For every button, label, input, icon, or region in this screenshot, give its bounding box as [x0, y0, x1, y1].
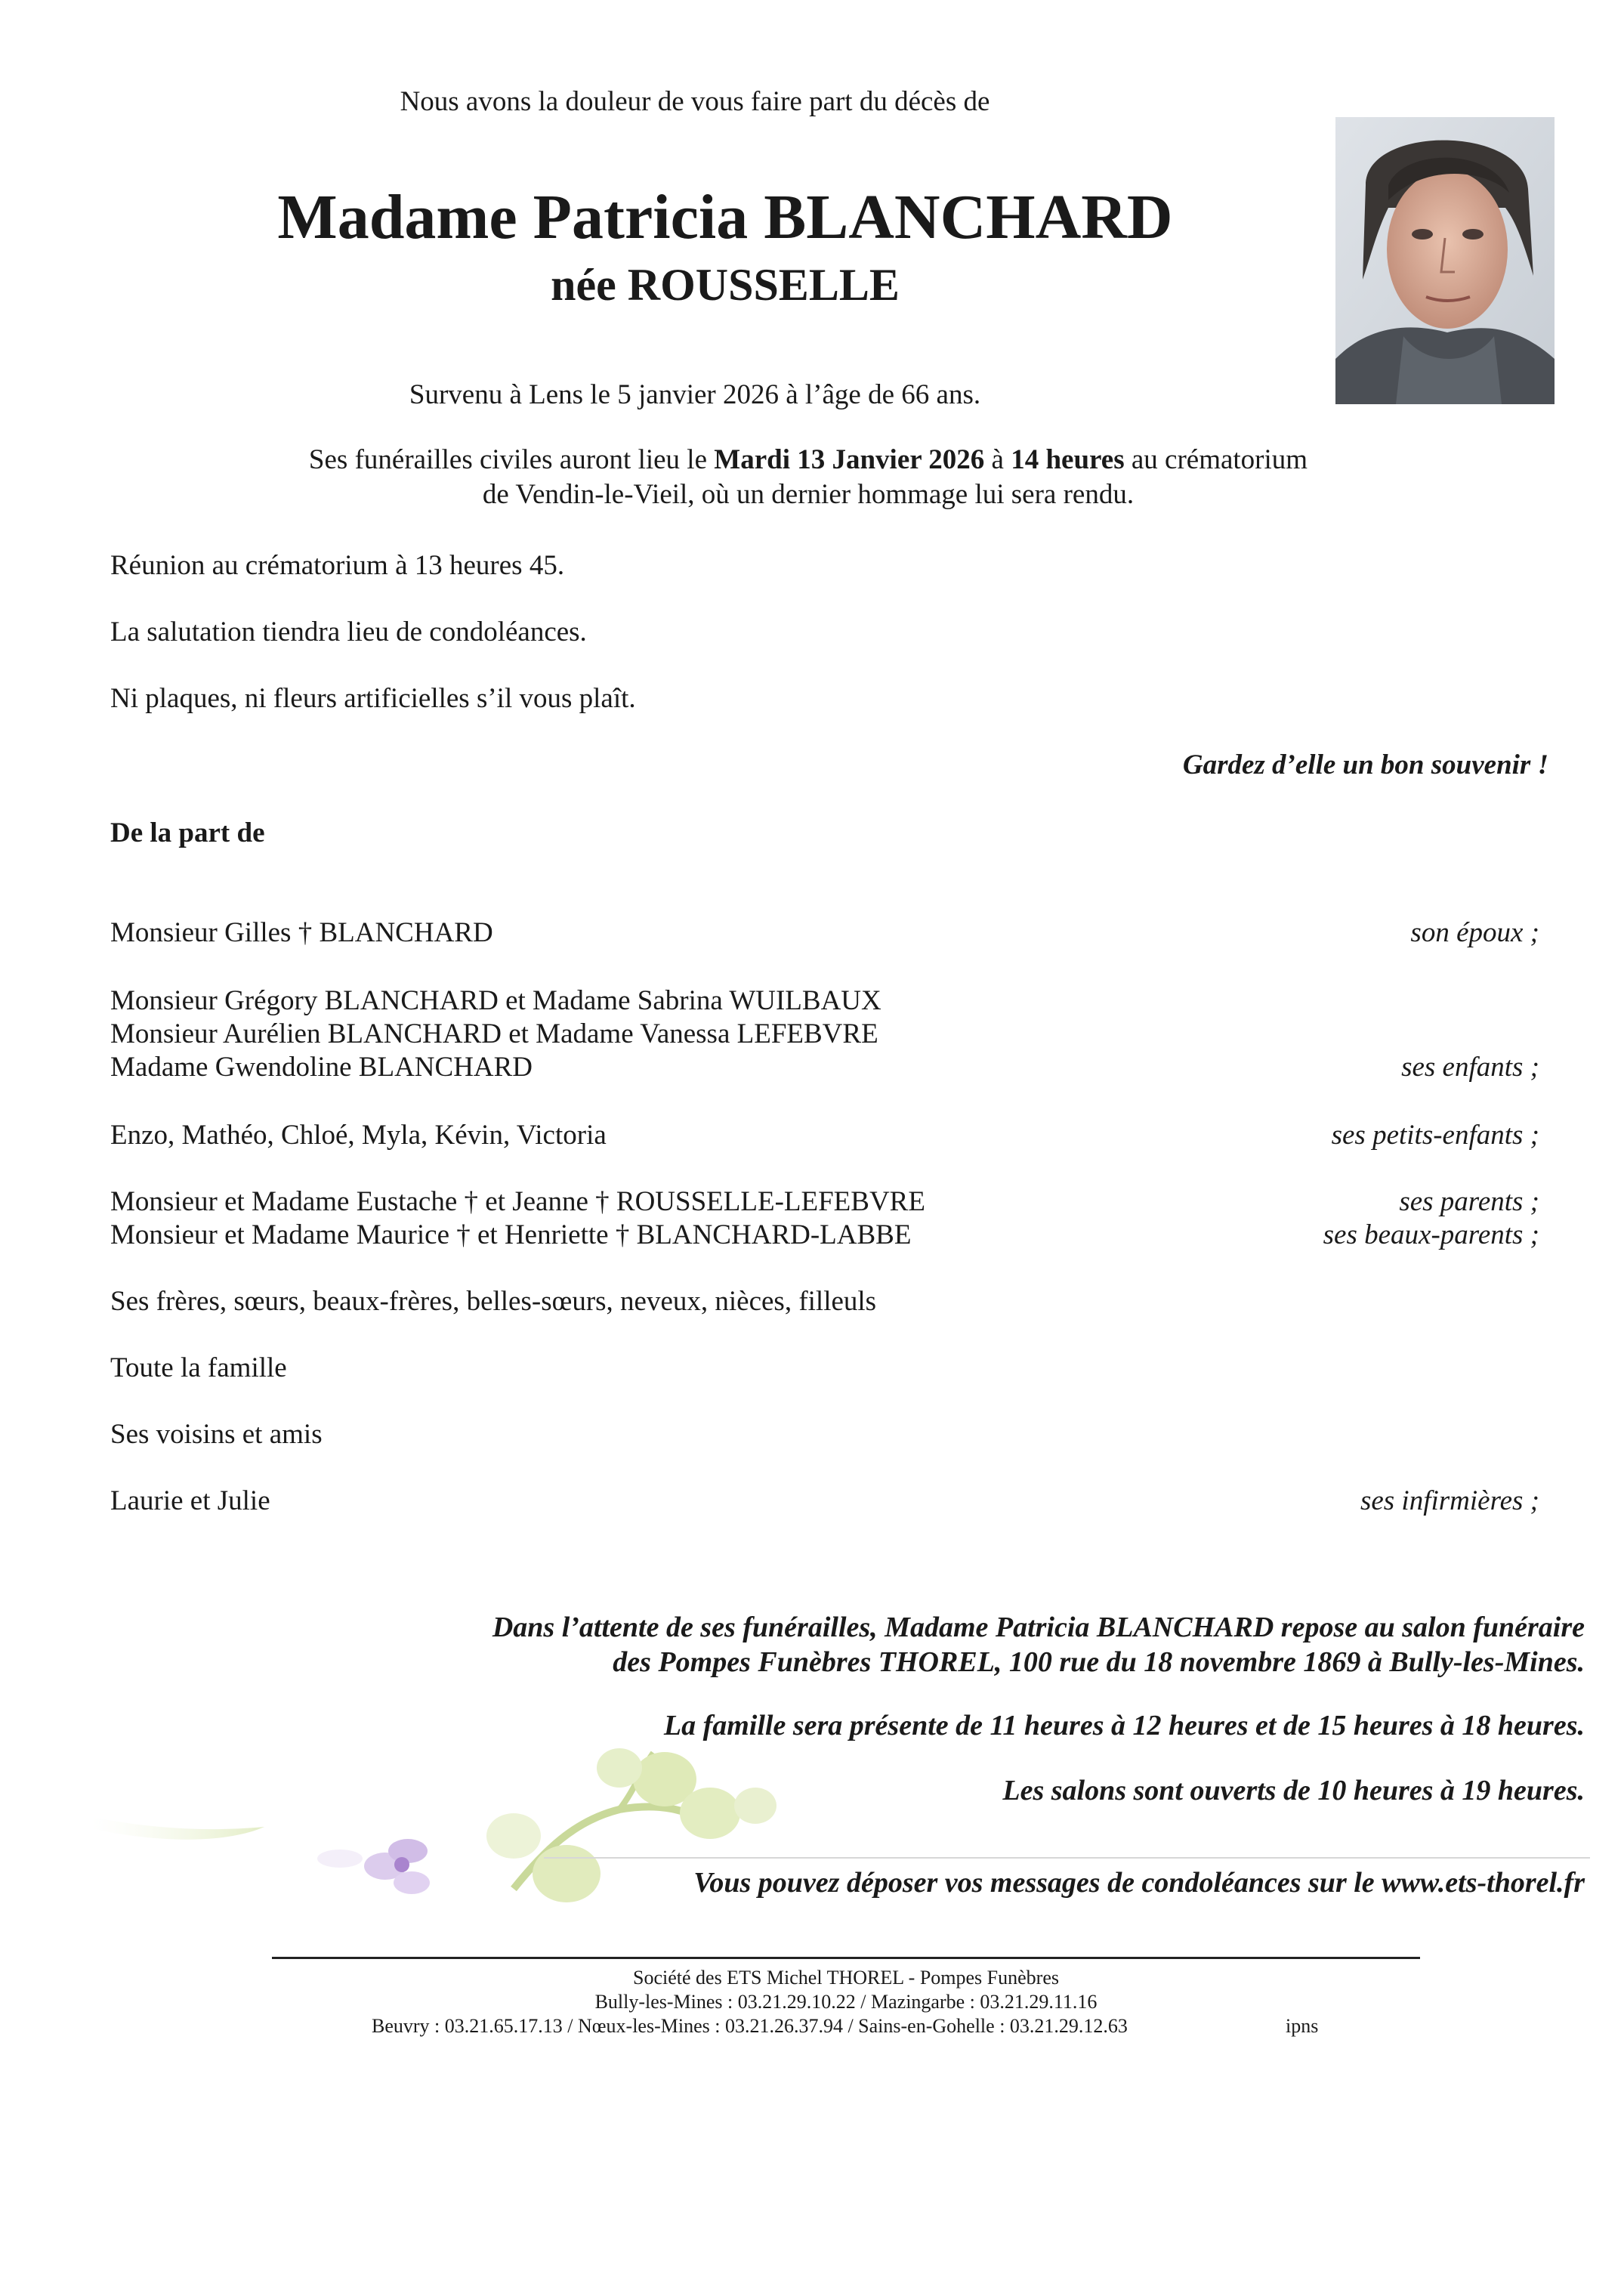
- funeral-time: 14 heures: [1011, 444, 1125, 475]
- rest-line-1: Dans l’attente de ses funérailles, Madame Patricia BLANCHARD repose au salon funéraire: [492, 1612, 1585, 1643]
- intro-text: Nous avons la douleur de vous faire part du décès de: [400, 86, 990, 117]
- parents-in-law-name: Monsieur et Madame Maurice † et Henriette † BLANCHARD-LABBE: [110, 1219, 912, 1250]
- plaques-note: Ni plaques, ni fleurs artificielles s’il vous plaît.: [110, 683, 636, 714]
- child-name: Monsieur Aurélien BLANCHARD et Madame Vanessa LEFEBVRE: [110, 1018, 878, 1049]
- funeral-date: Mardi 13 Janvier 2026: [714, 444, 985, 475]
- whole-family-line: Toute la famille: [110, 1352, 287, 1383]
- funeral-location: de Vendin-le-Vieil, où un dernier hommage lui sera rendu.: [482, 479, 1135, 510]
- death-info: Survenu à Lens le 5 janvier 2026 à l’âge de 66 ans.: [409, 379, 981, 410]
- footer-company: Société des ETS Michel THOREL - Pompes Funèbres: [633, 1967, 1059, 1989]
- grandchildren-relation: ses petits-enfants ;: [1331, 1120, 1539, 1151]
- footer-code: ipns: [1286, 2015, 1319, 2037]
- footer-phones-1: Bully-les-Mines : 03.21.29.10.22 / Mazingarbe : 03.21.29.11.16: [594, 1991, 1098, 2013]
- children-relation: ses enfants ;: [1401, 1052, 1539, 1083]
- nurses-name: Laurie et Julie: [110, 1485, 270, 1516]
- salutation-note: La salutation tiendra lieu de condoléances.: [110, 617, 587, 647]
- spouse-relation: son époux ;: [1410, 917, 1539, 948]
- deceased-name: Madame Patricia BLANCHARD: [277, 182, 1173, 252]
- child-name: Madame Gwendoline BLANCHARD: [110, 1052, 533, 1083]
- souvenir-note: Gardez d’elle un bon souvenir !: [1182, 749, 1548, 780]
- funeral-prefix: Ses funérailles civiles auront lieu le: [308, 444, 715, 475]
- condolences-line: Vous pouvez déposer vos messages de condoléances sur le www.ets-thorel.fr: [693, 1867, 1585, 1899]
- rest-line-2: des Pompes Funèbres THOREL, 100 rue du 18 novembre 1869 à Bully-les-Mines.: [613, 1646, 1585, 1678]
- family-presence: La famille sera présente de 11 heures à 12 heures et de 15 heures à 18 heures.: [663, 1710, 1585, 1741]
- opening-hours: Les salons sont ouverts de 10 heures à 19 heures.: [1002, 1775, 1585, 1806]
- nurses-relation: ses infirmières ;: [1360, 1485, 1539, 1516]
- grandchildren-names: Enzo, Mathéo, Chloé, Myla, Kévin, Victoria: [110, 1120, 607, 1151]
- funeral-details: [151, 443, 1465, 477]
- portrait-photo: [1335, 117, 1555, 404]
- siblings-line: Ses frères, sœurs, beaux-frères, belles-sœurs, neveux, nièces, filleuls: [110, 1286, 877, 1317]
- footer-phones-2: Beuvry : 03.21.65.17.13 / Nœux-les-Mines : 03.21.26.37.94 / Sains-en-Gohelle : 03.21.29.12.63: [372, 2015, 1128, 2037]
- footer-rule: [272, 1957, 1420, 1959]
- child-name: Monsieur Grégory BLANCHARD et Madame Sabrina WUILBAUX: [110, 985, 881, 1016]
- reunion-note: Réunion au crématorium à 13 heures 45.: [110, 550, 565, 581]
- funeral-suffix: au crématorium: [1124, 444, 1308, 475]
- funeral-mid: à: [984, 444, 1011, 475]
- parents-relation: ses parents ;: [1399, 1186, 1539, 1217]
- parents-in-law-relation: ses beaux-parents ;: [1323, 1219, 1539, 1250]
- spouse-name: Monsieur Gilles † BLANCHARD: [110, 917, 493, 948]
- neighbors-line: Ses voisins et amis: [110, 1419, 323, 1450]
- separator-line: [544, 1857, 1590, 1859]
- birth-name: née ROUSSELLE: [551, 260, 900, 310]
- family-heading: De la part de: [110, 817, 265, 848]
- parents-name: Monsieur et Madame Eustache † et Jeanne † ROUSSELLE-LEFEBVRE: [110, 1186, 925, 1217]
